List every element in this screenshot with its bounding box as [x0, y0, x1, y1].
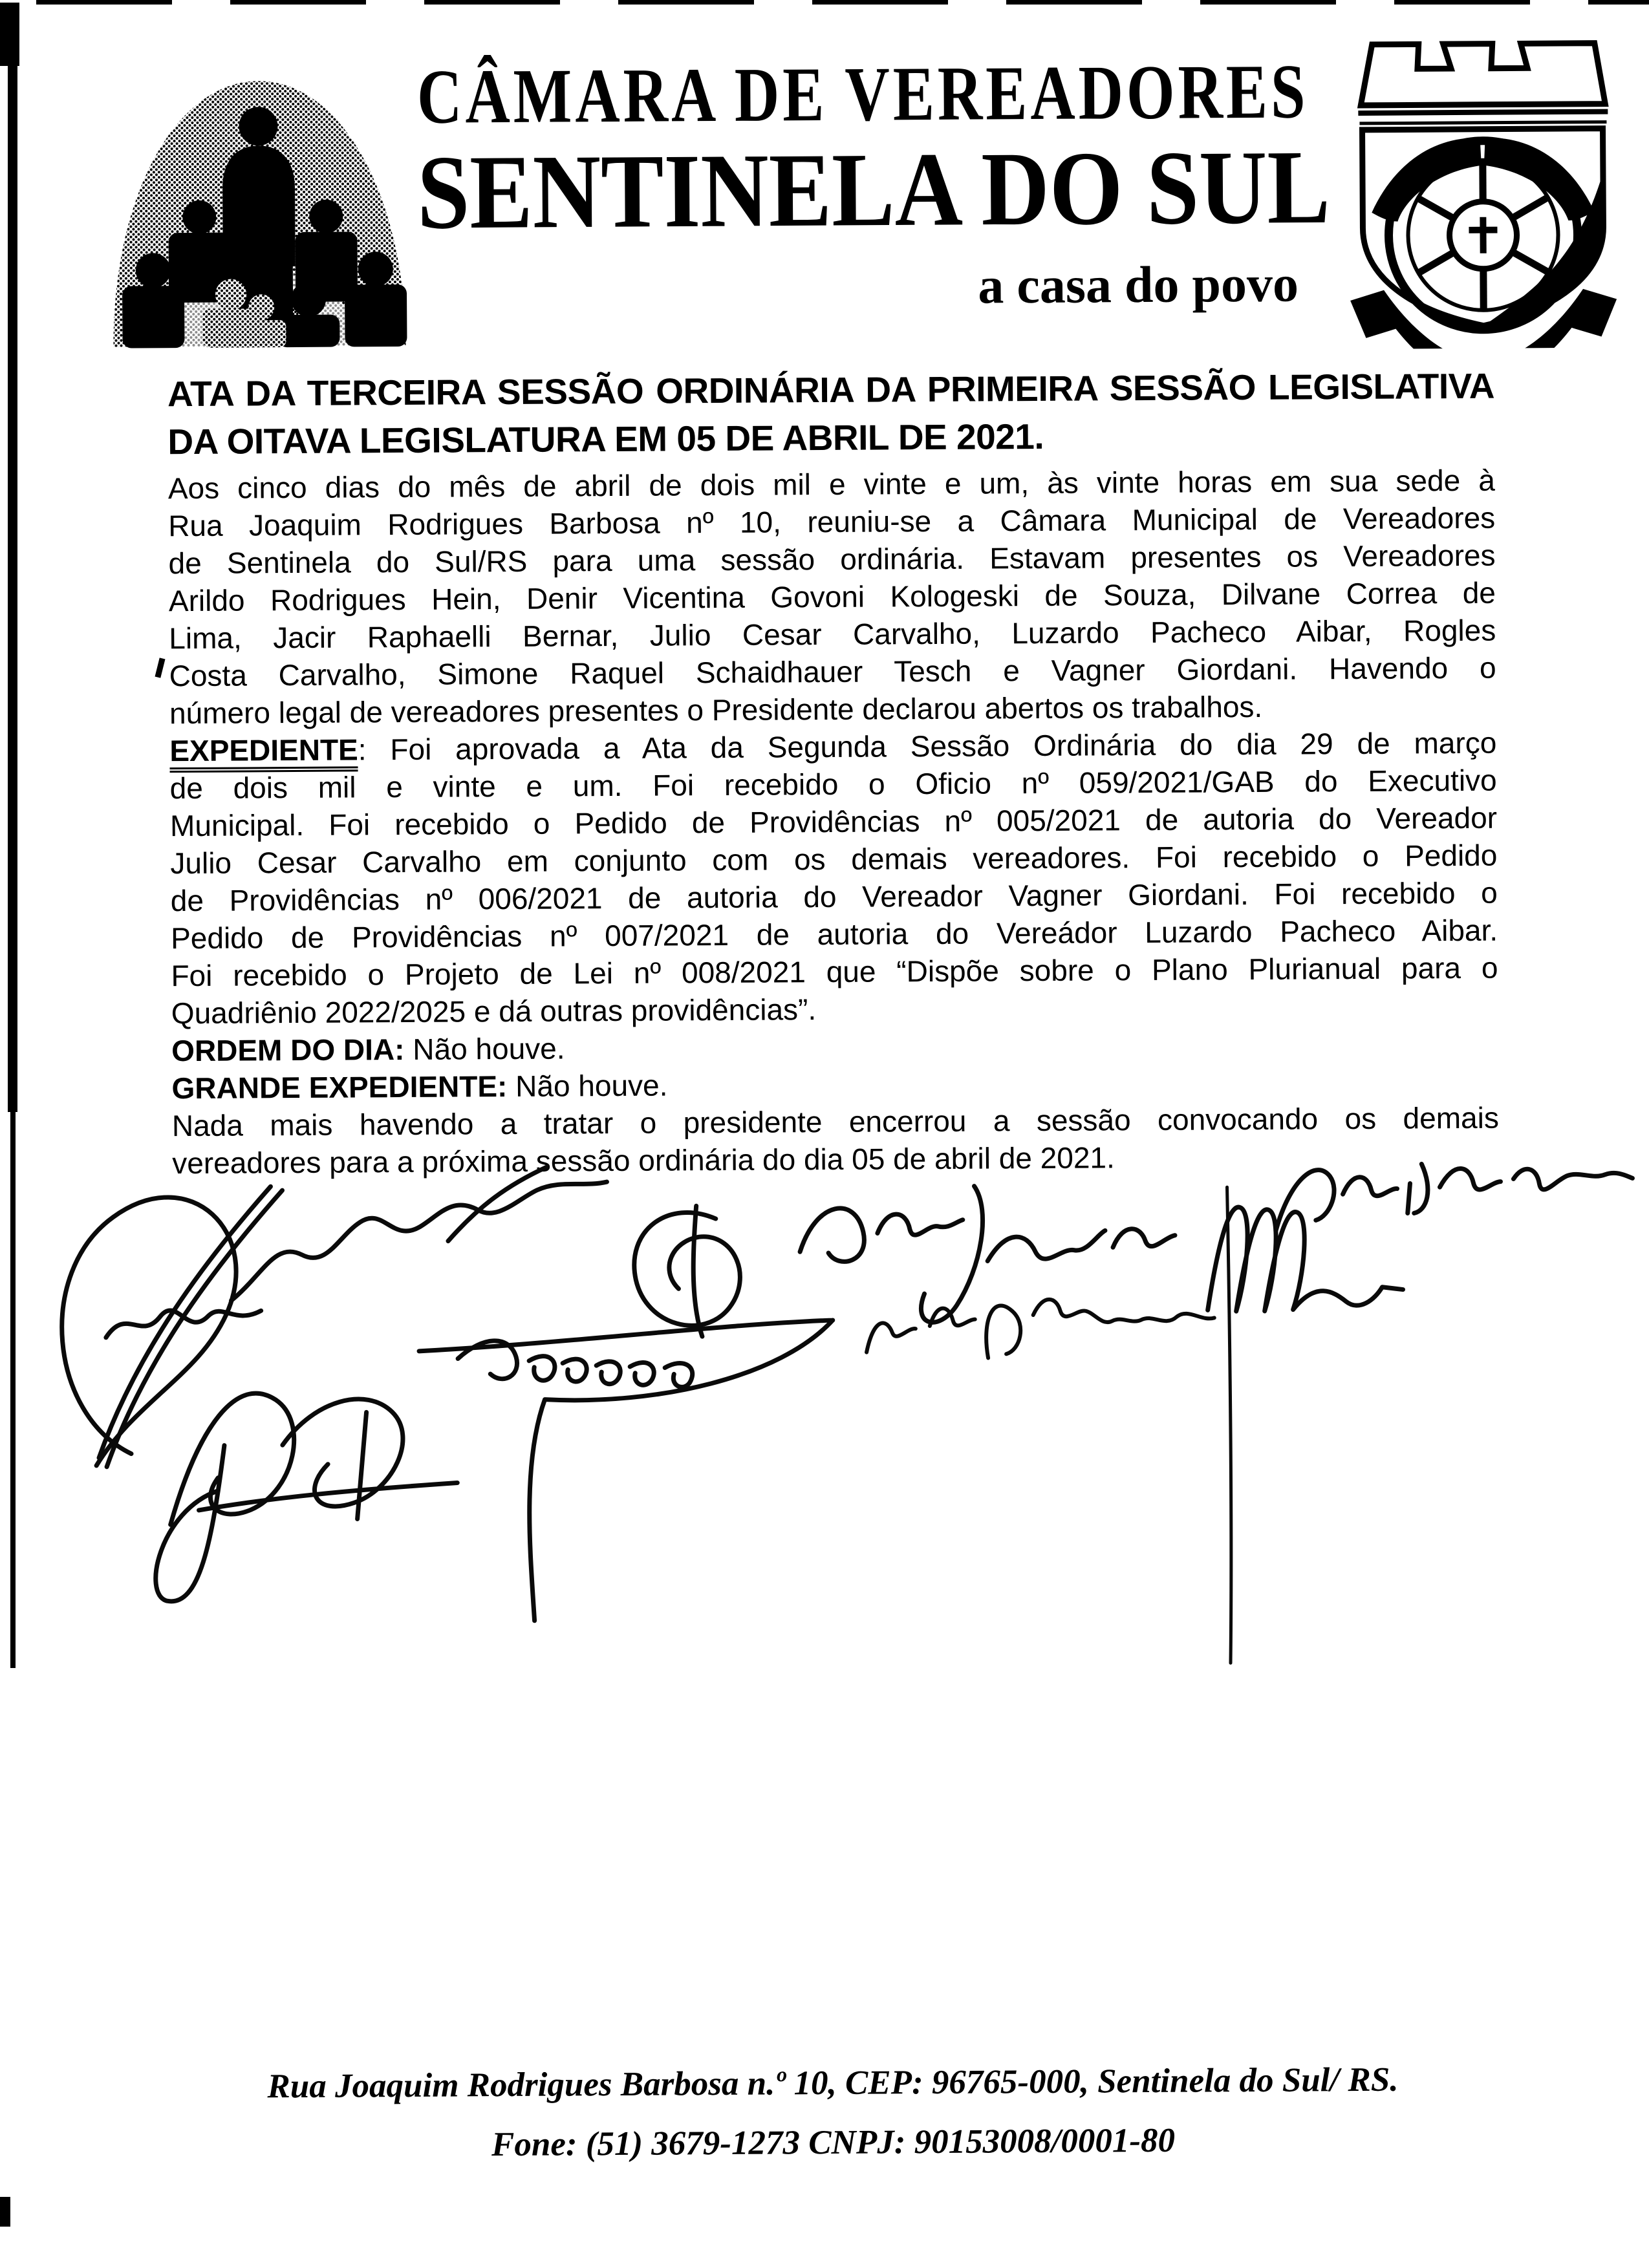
signature-scribble	[419, 1320, 835, 1621]
signature-scribble	[61, 1197, 237, 1466]
org-tagline: a casa do povo	[978, 255, 1299, 315]
signature-scribble	[106, 1310, 261, 1338]
body-run: Pedido de Providências nº 007/2021 de autoria do Vereádor Luzardo Pacheco Aibar.	[170, 913, 1498, 956]
body-run: de Sentinela do Sul/RS para uma sessão ordinária. Estavam presentes os Vereadores	[168, 538, 1496, 581]
body-run: Aos cinco dias do mês de abril de dois mil e vinte e um, às vinte horas em sua sede à	[167, 463, 1495, 506]
body-run-bold: GRANDE EXPEDIENTE:	[171, 1069, 508, 1106]
body-run: Lima, Jacir Raphaelli Bernar, Julio Cesar Carvalho, Luzardo Pacheco Aibar, Rogles	[169, 613, 1496, 656]
org-name-line1: CÂMARA DE VEREADORES	[416, 47, 1309, 140]
body-run: Não houve.	[507, 1068, 668, 1104]
masthead	[416, 47, 1331, 315]
chamber-logo-icon	[103, 40, 415, 351]
signature-denir-souza	[799, 1185, 1175, 1323]
body-run: Quadriênio 2022/2025 e dá outras providências”.	[171, 992, 817, 1031]
body-run: Rua Joaquim Rodrigues Barbosa nº 10, reuniu-se a Câmara Municipal de Vereadores	[168, 500, 1496, 543]
body-line	[172, 1137, 1499, 1182]
body-run: Arildo Rodrigues Hein, Denir Vicentina Govoni Kologeski de Souza, Dilvane Correa de	[168, 575, 1496, 618]
body-run: Julio Cesar Carvalho em conjunto com os demais vereadores. Foi recebido o Pedido	[170, 838, 1498, 881]
signature-jacir-bernar	[867, 1298, 1215, 1358]
letterhead-footer	[8, 2048, 1649, 2177]
signature-scribble	[1207, 1206, 1403, 1312]
body-run: ATA DA TERCEIRA SESSÃO ORDINÁRIA DA PRIMEIRA SESSÃO LEGISLATIVA	[167, 365, 1495, 414]
body-run: vereadores para a próxima sessão ordinária do dia 05 de abril de 2021.	[172, 1140, 1115, 1181]
footer-address: Rua Joaquim Rodrigues Barbosa n.º 10, CEP: 96765-000, Sentinela do Sul/ RS.	[267, 2060, 1399, 2106]
signature-scribble	[634, 1206, 740, 1337]
body-run: Foi recebido o Projeto de Lei nº 008/2021 que “Dispõe sobre o Plano Plurianual para o	[171, 950, 1498, 993]
body-run: Nada mais havendo a tratar o presidente encerrou a sessão convocando os demais	[171, 1100, 1500, 1143]
document-lines	[167, 362, 1500, 1182]
document-title-line	[167, 362, 1494, 418]
body-run: de Providências nº 006/2021 de autoria do Vereador Vagner Giordani. Foi recebido o	[170, 875, 1498, 918]
body-run: DA OITAVA LEGISLATURA EM 05 DE ABRIL DE 2021.	[167, 416, 1044, 462]
signature-scribble	[230, 1166, 607, 1301]
body-run: de dois mil e vinte e um. Foi recebido o Oficio nº 059/2021/GAB do Executivo	[169, 763, 1497, 806]
coat-of-arms-icon	[1342, 21, 1626, 349]
body-run-bold: ORDEM DO DIA:	[171, 1032, 405, 1068]
footer-phone: Fone: (51) 3679-1273 CNPJ: 90153008/0001-80	[491, 2121, 1176, 2164]
body-run: : Foi aprovada a Ata da Segunda Sessão Ordinária do dia 29 de março	[358, 725, 1497, 767]
body-run: Costa Carvalho, Simone Raquel Schaidhauer Tesch e Vagner Giordani. Havendo o	[169, 650, 1496, 693]
body-run: Municipal. Foi recebido o Pedido de Providências nº 005/2021 de autoria do Vereador	[169, 800, 1498, 843]
org-name-line2: SENTINELA DO SUL	[416, 128, 1331, 251]
body-run: Não houve.	[404, 1031, 565, 1066]
signature-scribble	[155, 1392, 458, 1601]
body-run: número legal de vereadores presentes o Presidente declarou abertos os trabalhos.	[169, 689, 1263, 731]
signature-scribble	[97, 1186, 284, 1467]
body-run-bold: EXPEDIENTE	[169, 733, 358, 773]
signature-scribble	[1227, 1187, 1233, 1663]
document-title-line	[167, 410, 1494, 466]
